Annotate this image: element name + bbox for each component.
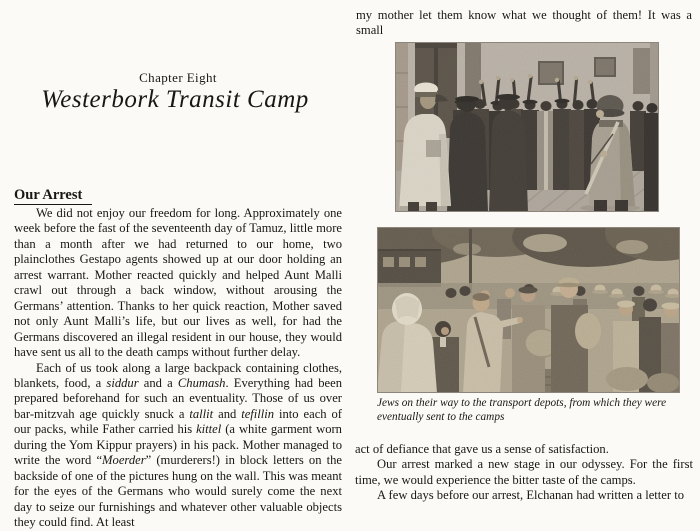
section-heading: Our Arrest — [14, 187, 92, 205]
paragraph-odyssey: Our arrest marked a new stage in our odyssey. For the first time, we would experience the bitter taste of the camps. — [355, 457, 693, 487]
film-grain — [377, 227, 680, 393]
chapter-label: Chapter Eight — [139, 70, 217, 85]
transport-depot-photo — [377, 227, 680, 393]
paragraph-defiance: act of defiance that gave us a sense of satisfaction. — [355, 442, 609, 456]
paragraph-our-arrest-2: Each of us took along a large backpack containing clothes, blankets, food, a siddur and a Chumash. Everything had been prepared beforehand for such an eventuality. Those of us over bar-mitzvah age quickly snuck a tallit and tefillin into each of our packs, while Father carried his kittel (a white garment worn during the Yom Kippur prayers) in his pack. Mother managed to write the word “Moerder” (murderers!) in block letters on the backside of one of the pictures hung on the wall. This was meant for the eyes of the Germans who would surely come the next day to seize our furnishings and whatever other valuable objects they could find. At least — [14, 360, 343, 530]
photo-caption: Jews on their way to the transport depots, from which they were eventually sent to the camps — [377, 397, 667, 423]
film-grain — [395, 42, 659, 212]
left-page — [0, 0, 350, 530]
transport-depot-illustration — [377, 227, 680, 393]
chapter-title: Westerbork Transit Camp — [41, 86, 309, 113]
right-page-body — [355, 442, 693, 504]
section-heading-wrap — [14, 186, 92, 204]
paragraph-our-arrest-1: We did not enjoy our freedom for long. Approximately one week before the fast of the seventeenth day of Tamuz, little more than a month after we had returned to our home, two plainclothes Gestapo agents showed up at our door holding an arrest warrant. Mother reacted quickly and helped Aunt Malli crawl out through a back window, without arousing the Germans’ attention. Thanks to her quick reaction, Mother saved not only Aunt Malli’s life, but our lives as well, for had the Germans discovered an illegal resident in our house, they would have sent us all to the death camps without further delay. — [14, 206, 342, 360]
street-roundup-photo — [395, 42, 659, 212]
right-page — [350, 0, 700, 517]
left-page-body — [14, 206, 342, 531]
paragraph-elchanan-letter: A few days before our arrest, Elchanan had written a letter to — [377, 488, 685, 503]
right-page-top-line: my mother let them know what we thought of them! It was a small — [356, 8, 692, 38]
street-roundup-illustration — [395, 42, 659, 212]
